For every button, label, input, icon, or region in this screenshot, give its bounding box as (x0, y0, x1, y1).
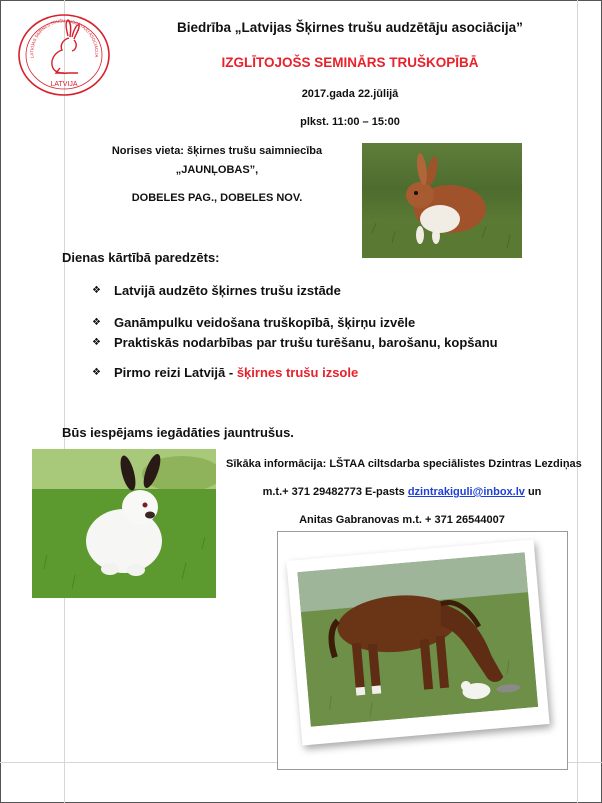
diamond-bullet-icon: ❖ (92, 285, 101, 296)
photo-brown-rabbit (362, 143, 522, 258)
agenda-heading: Dienas kārtībā paredzēts: (62, 250, 220, 265)
diamond-bullet-icon: ❖ (92, 337, 101, 348)
seminar-title: IZGLĪTOJOŠS SEMINĀRS TRUŠKOPĪBĀ (221, 55, 479, 70)
event-time: plkst. 11:00 – 15:00 (300, 116, 400, 128)
margin-guide-right (577, 0, 578, 803)
photo-white-rabbit (32, 449, 216, 598)
photo-horse-rabbit (297, 552, 538, 726)
association-logo (16, 10, 112, 96)
margin-guide-left (64, 0, 65, 803)
rabbit-logo-icon (52, 20, 79, 73)
diamond-bullet-icon: ❖ (92, 367, 101, 378)
white-rabbit-illustration (32, 449, 216, 598)
organization-title: Biedrība „Latvijas Šķirnes trušu audzētāju asociācija” (177, 20, 523, 35)
diamond-bullet-icon: ❖ (92, 317, 101, 328)
horse-illustration (297, 552, 538, 726)
email-link[interactable]: dzintrakiguli@inbox.lv (407, 486, 525, 498)
agenda-item-text: Pirmo reizi Latvijā - (114, 365, 237, 380)
contact-info-line-1: Sīkāka informācija: LŠTAA ciltsdarba speciālistes Dzintras Lezdiņas (226, 458, 582, 470)
contact-info-line-3: Anitas Gabranovas m.t. + 371 26544007 (299, 514, 505, 526)
polaroid-card (286, 540, 549, 746)
venue-line-2: „JAUNĻOBAS”, (175, 164, 259, 176)
venue-line-3: DOBELES PAG., DOBELES NOV. (131, 192, 303, 204)
brown-rabbit-illustration (362, 143, 522, 258)
venue-line-1: Norises vieta: šķirnes trušu saimniecība (111, 145, 323, 157)
photo-horse-frame (277, 531, 568, 770)
young-rabbits-note: Būs iespējams iegādāties jauntrušus. (62, 425, 294, 440)
event-date: 2017.gada 22.jūlijā (301, 88, 399, 100)
logo-bottom-text: LATVIJA (50, 81, 78, 88)
auction-highlight: šķirnes trušu izsole (236, 365, 359, 380)
logo-arc-text: LATVIJAS ŠĶIRNES TRUŠU AUDZĒTĀJU ASOCIĀCIJA (29, 18, 100, 59)
contact-info-line-2: m.t.+ 371 29482773 E-pasts dzintrakiguli@inbox.lv un (262, 486, 542, 498)
